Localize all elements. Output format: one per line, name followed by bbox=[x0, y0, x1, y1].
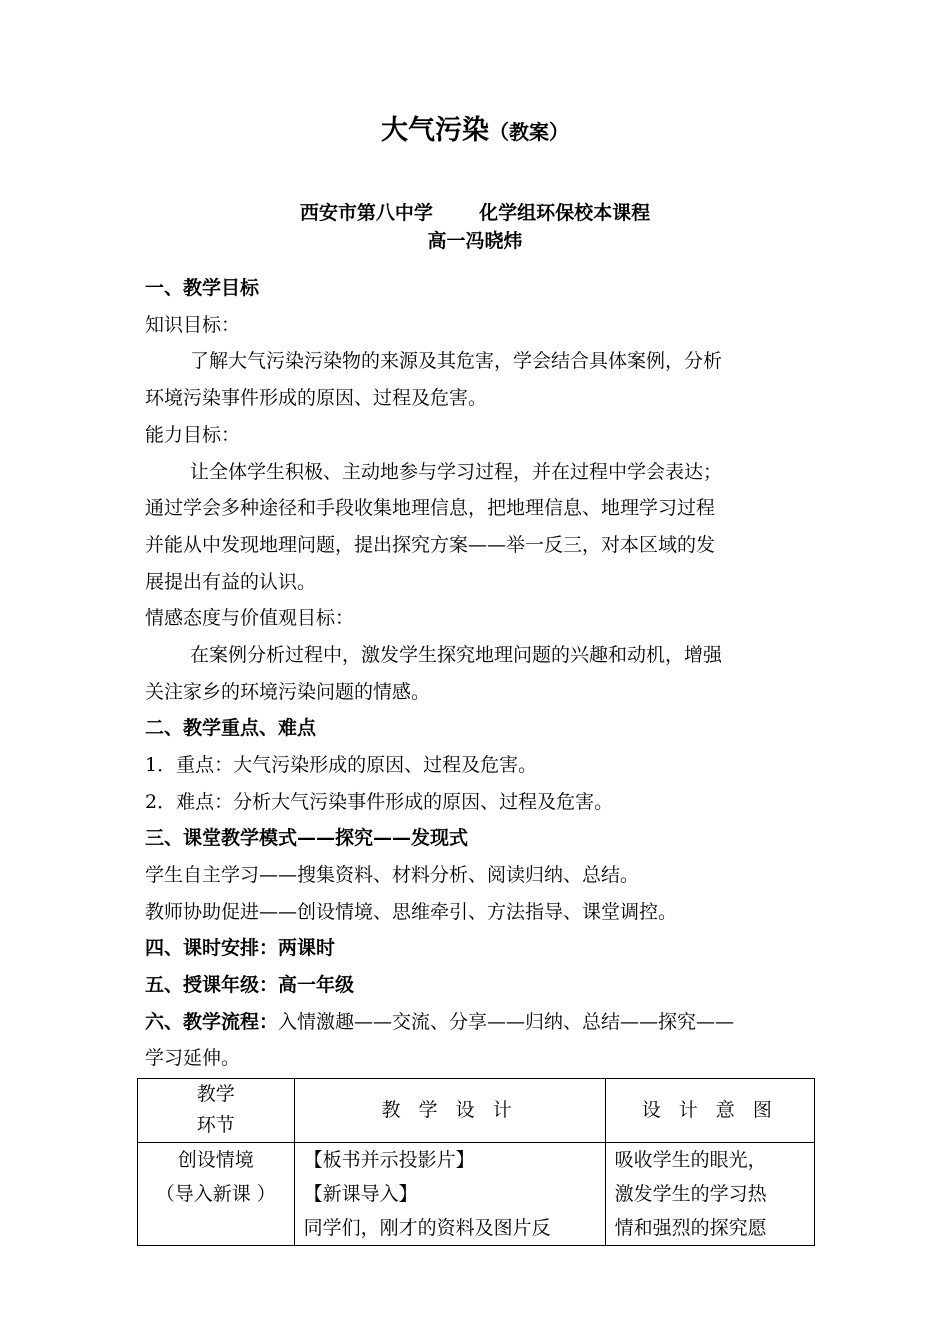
section-6-line-1 bbox=[145, 1007, 734, 1034]
page-title bbox=[0, 108, 950, 147]
section-5-heading: 五、授课年级：高一年级 bbox=[145, 974, 355, 996]
ability-label: 能力目标： bbox=[145, 424, 241, 446]
student-mode-text: 学生自主学习——搜集资料、材料分析、阅读归纳、总结。 bbox=[145, 864, 640, 886]
row-cell-stage bbox=[138, 1143, 295, 1246]
row-cell-intent bbox=[605, 1143, 814, 1246]
ability-text-2: 通过学会多种途径和手段收集地理信息，把地理信息、地理学习过程 bbox=[145, 497, 716, 519]
stage-line-2: （导入新课 ） bbox=[155, 1183, 276, 1205]
header-cell-stage bbox=[138, 1079, 295, 1143]
section-1-heading: 一、教学目标 bbox=[145, 277, 260, 299]
ability-text-1: 让全体学生积极、主动地参与学习过程，并在过程中学会表达； bbox=[190, 461, 723, 483]
teaching-flow-table bbox=[137, 1078, 815, 1246]
intent-line-3: 情和强烈的探究愿 bbox=[614, 1217, 767, 1239]
design-line-3: 同学们，刚才的资料及图片反 bbox=[303, 1217, 551, 1239]
table-header-row bbox=[138, 1079, 815, 1143]
key-point-item: 1．重点：大气污染形成的原因、过程及危害。 bbox=[145, 754, 538, 776]
knowledge-text-1: 了解大气污染污染物的来源及其危害，学会结合具体案例，分析 bbox=[190, 350, 723, 372]
knowledge-text-2: 环境污染事件形成的原因、过程及危害。 bbox=[145, 387, 488, 409]
ability-text-3: 并能从中发现地理问题，提出探究方案——举一反三，对本区域的发 bbox=[145, 534, 716, 556]
section-3-heading: 三、课堂教学模式——探究——发现式 bbox=[145, 827, 469, 849]
emotion-label: 情感态度与价值观目标： bbox=[145, 607, 355, 629]
difficult-point-item: 2．难点：分析大气污染事件形成的原因、过程及危害。 bbox=[145, 791, 614, 813]
section-6-text-1: 入情激趣——交流、分享——归纳、总结——探究—— bbox=[278, 1011, 735, 1033]
title-main: 大气污染 bbox=[381, 115, 489, 146]
design-line-1: 【板书并示投影片】 bbox=[303, 1149, 475, 1171]
emotion-text-1: 在案例分析过程中，激发学生探究地理问题的兴趣和动机，增强 bbox=[190, 644, 723, 666]
author-line-school: 西安市第八中学 化学组环保校本课程 bbox=[299, 202, 651, 224]
intent-line-1: 吸收学生的眼光， bbox=[614, 1149, 767, 1171]
section-4-heading: 四、课时安排：两课时 bbox=[145, 937, 336, 959]
author-line-name: 高一冯晓炜 bbox=[427, 230, 523, 252]
intent-line-2: 激发学生的学习热 bbox=[614, 1183, 767, 1205]
row-cell-design bbox=[294, 1143, 605, 1246]
stage-line-1: 创设情境 bbox=[177, 1149, 254, 1171]
table-row bbox=[138, 1143, 815, 1246]
section-6-heading: 六、教学流程： bbox=[145, 1011, 279, 1033]
title-sub: （教案） bbox=[489, 120, 569, 144]
emotion-text-2: 关注家乡的环境污染问题的情感。 bbox=[145, 681, 431, 703]
header-stage-line-2: 环节 bbox=[196, 1114, 235, 1136]
ability-text-4: 展提出有益的认识。 bbox=[145, 571, 317, 593]
header-cell-intent: 设 计 意 图 bbox=[605, 1079, 814, 1143]
design-line-2: 【新课导入】 bbox=[303, 1183, 418, 1205]
section-2-heading: 二、教学重点、难点 bbox=[145, 717, 317, 739]
teacher-mode-text: 教师协助促进——创设情境、思维牵引、方法指导、课堂调控。 bbox=[145, 901, 678, 923]
section-6-text-2: 学习延伸。 bbox=[145, 1047, 241, 1069]
header-stage-line-1: 教学 bbox=[196, 1083, 235, 1105]
knowledge-label: 知识目标： bbox=[145, 314, 241, 336]
header-cell-design: 教 学 设 计 bbox=[294, 1079, 605, 1143]
